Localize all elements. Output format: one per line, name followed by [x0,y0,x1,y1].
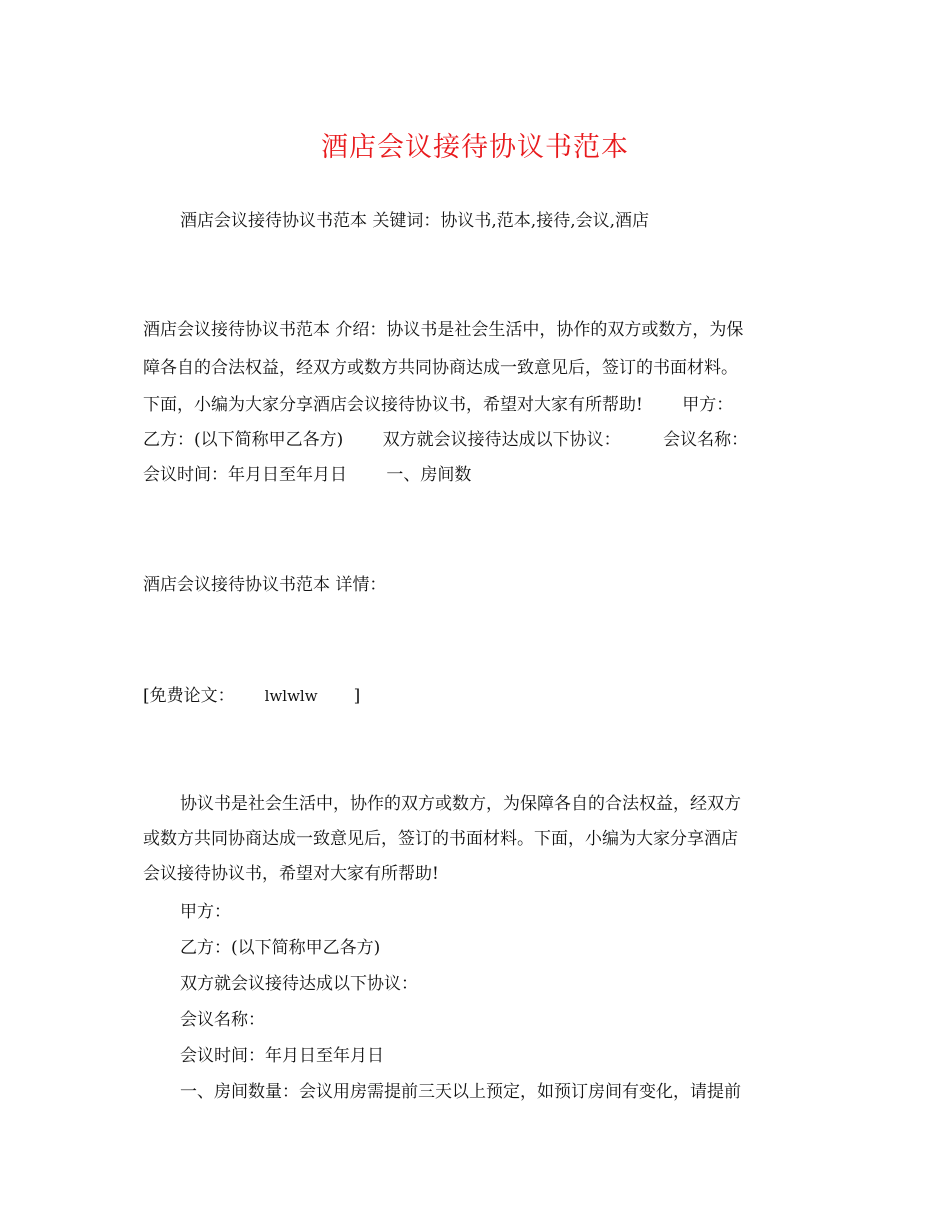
free-paper-open: [免费论文： [143,686,235,706]
intro-line-3: 下面，小编为大家分享酒店会议接待协议书，希望对大家有所帮助! 甲方： [143,395,734,415]
free-paper-close: ] [353,686,361,706]
agreement-intro: 双方就会议接待达成以下协议： [180,974,418,994]
intro-line-4: 乙方：(以下简称甲乙各方) 双方就会议接待达成以下协议： 会议名称： [143,430,749,450]
body-line-2: 或数方共同协商达成一致意见后，签订的书面材料。下面，小编为大家分享酒店 [143,829,738,849]
intro-line-1: 酒店会议接待协议书范本 介绍：协议书是社会生活中，协作的双方或数方，为保 [143,320,744,340]
party-a: 甲方： [180,902,231,922]
meeting-time: 会议时间：年月日至年月日 [180,1046,384,1066]
body-line-1: 协议书是社会生活中，协作的双方或数方，为保障各自的合法权益，经双方 [180,794,741,814]
room-count: 一、房间数量：会议用房需提前三天以上预定，如预订房间有变化，请提前 [180,1082,741,1102]
free-paper-code: lwlwlw [264,687,318,705]
meeting-name: 会议名称： [180,1010,265,1030]
body-line-3: 会议接待协议书，希望对大家有所帮助! [143,864,439,884]
free-paper-line [143,684,360,708]
details-label: 酒店会议接待协议书范本 详情： [143,575,387,595]
intro-line-2: 障各自的合法权益，经双方或数方共同协商达成一致意见后，签订的书面材料。 [143,358,738,378]
party-b: 乙方：(以下简称甲乙各方) [180,938,381,958]
keywords-line: 酒店会议接待协议书范本 关键词：协议书,范本,接待,会议,酒店 [180,211,650,231]
intro-line-5: 会议时间：年月日至年月日 一、房间数 [143,465,472,485]
document-title: 酒店会议接待协议书范本 [321,132,629,163]
